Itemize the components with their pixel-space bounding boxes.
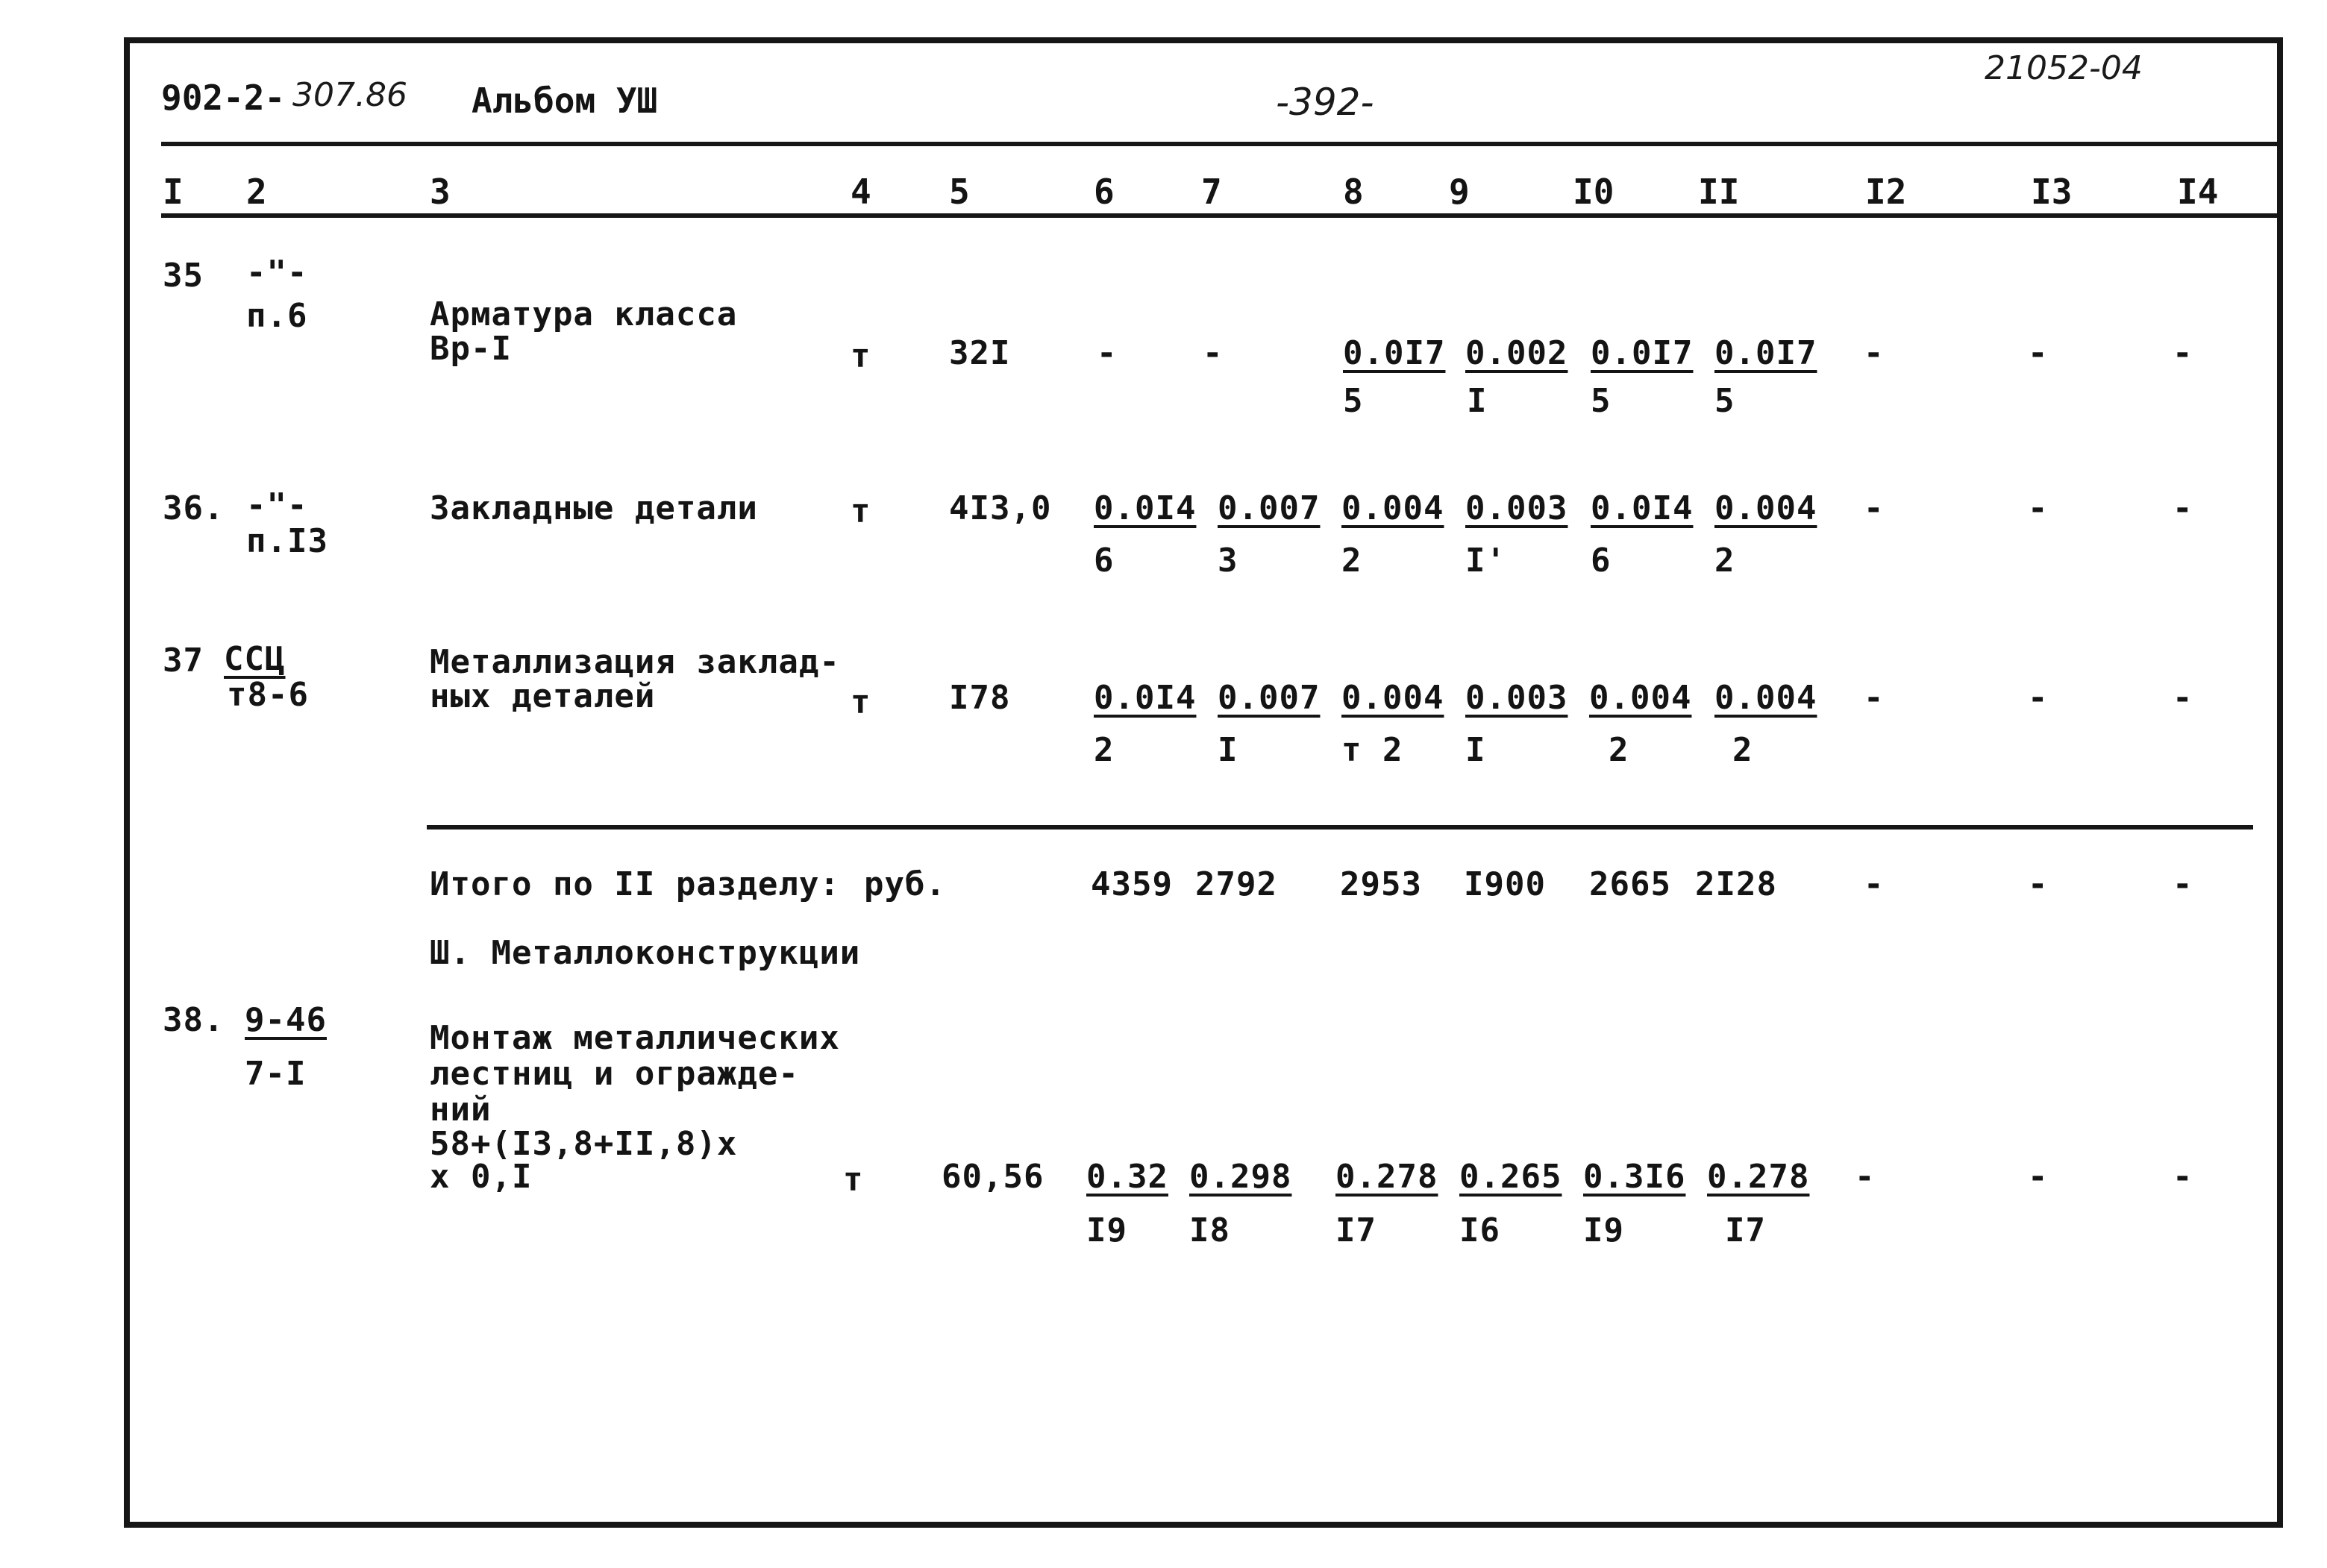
value-col10: 0.0I7 — [1591, 334, 1694, 372]
value-col10: 0.004 — [1589, 679, 1692, 717]
value-col14: - — [2173, 679, 2193, 717]
total-col13: - — [2028, 865, 2049, 903]
total-col14: - — [2173, 865, 2193, 903]
value-col8: 0.278 — [1335, 1158, 1438, 1196]
col-num-8: 8 — [1343, 172, 1364, 212]
value-col6: 0.32 — [1086, 1158, 1168, 1196]
value-col13: - — [2028, 679, 2049, 717]
value-col12: - — [1864, 334, 1885, 372]
value-col11: 0.004 — [1714, 679, 1817, 717]
item-name-line: ных деталей — [430, 677, 656, 715]
item-name-line: 58+(I3,8+II,8)х — [430, 1125, 738, 1163]
value-col13: - — [2028, 334, 2049, 372]
sub-col11: I7 — [1725, 1211, 1766, 1249]
value-col10: 0.0I4 — [1591, 489, 1694, 527]
total-label: Итого по II разделу: — [430, 865, 840, 903]
sub-col9: I' — [1465, 542, 1506, 580]
value-col6: - — [1097, 334, 1118, 372]
sub-col9: I — [1465, 731, 1486, 769]
unit: т — [851, 683, 871, 721]
value-col11: 0.004 — [1714, 489, 1817, 527]
sub-col10: 5 — [1591, 382, 1612, 420]
ref-line-2: п.I3 — [246, 522, 328, 560]
value-col7: - — [1203, 334, 1224, 372]
ref-line-1: -"- — [246, 254, 308, 292]
price: 4I3,0 — [949, 489, 1052, 527]
sub-col11: 2 — [1714, 542, 1735, 580]
row-number: 38. — [163, 1001, 225, 1039]
item-name-line: Арматура класса — [430, 295, 738, 333]
value-col14: - — [2173, 334, 2193, 372]
sub-col9: I6 — [1459, 1211, 1500, 1249]
price: 32I — [949, 334, 1011, 372]
value-col8: 0.004 — [1341, 489, 1444, 527]
sub-col7: I — [1218, 731, 1238, 769]
row-number: 35 — [163, 257, 204, 295]
value-col9: 0.003 — [1465, 679, 1568, 717]
value-col10: 0.3I6 — [1583, 1158, 1686, 1196]
section-title: Ш. Металлоконструкции — [430, 934, 861, 972]
sub-col6: I9 — [1086, 1211, 1127, 1249]
col-num-1: I — [163, 172, 184, 212]
col-num-9: 9 — [1449, 172, 1470, 212]
sub-col8: 2 — [1341, 542, 1362, 580]
column-header-rule — [161, 213, 2281, 218]
price: 60,56 — [942, 1158, 1045, 1196]
col-num-6: 6 — [1094, 172, 1115, 212]
col-num-7: 7 — [1201, 172, 1222, 212]
value-col14: - — [2173, 1158, 2193, 1196]
sub-col7: I8 — [1189, 1211, 1230, 1249]
total-col11: 2I28 — [1695, 865, 1777, 903]
item-name-line: х 0,I — [430, 1158, 533, 1196]
value-col6: 0.0I4 — [1094, 679, 1197, 717]
sub-col10: I9 — [1583, 1211, 1624, 1249]
total-col7: 2792 — [1195, 865, 1277, 903]
value-col7: 0.007 — [1218, 679, 1321, 717]
value-col9: 0.003 — [1465, 489, 1568, 527]
sub-col8: I7 — [1335, 1211, 1377, 1249]
col-num-2: 2 — [246, 172, 267, 212]
price: I78 — [949, 679, 1011, 717]
album-label: Альбом УШ — [472, 81, 658, 121]
page-number: -392- — [1276, 81, 1374, 124]
item-name-line: Монтаж металлических — [430, 1019, 840, 1057]
sub-col10: 6 — [1591, 542, 1612, 580]
ref-line-2: 7-I — [245, 1055, 307, 1093]
value-col12: - — [1864, 679, 1885, 717]
sub-col7: 3 — [1218, 542, 1238, 580]
doc-code: 902-2- — [161, 78, 286, 118]
value-col13: - — [2028, 489, 2049, 527]
sub-col8: т 2 — [1341, 731, 1403, 769]
section-rule — [427, 825, 2253, 830]
total-col8: 2953 — [1340, 865, 1422, 903]
value-col12: - — [1855, 1158, 1876, 1196]
sub-col9: I — [1467, 382, 1488, 420]
item-name-line: ний — [430, 1091, 492, 1129]
ref-line-1: 9-46 — [245, 1001, 327, 1039]
sub-col11: 5 — [1714, 382, 1735, 420]
sub-col6: 2 — [1094, 731, 1115, 769]
value-col12: - — [1864, 489, 1885, 527]
col-num-10: I0 — [1573, 172, 1615, 212]
total-col9: I900 — [1464, 865, 1546, 903]
sheet-frame — [124, 37, 2283, 1528]
ref-line-2: п.6 — [246, 297, 308, 335]
value-col8: 0.004 — [1341, 679, 1444, 717]
sub-col8: 5 — [1343, 382, 1364, 420]
total-col10: 2665 — [1589, 865, 1671, 903]
total-col12: - — [1864, 865, 1885, 903]
value-col6: 0.0I4 — [1094, 489, 1197, 527]
value-col11: 0.278 — [1707, 1158, 1810, 1196]
stamp-code: 21052-04 — [1985, 49, 2143, 87]
item-name-line: Вр-I — [430, 330, 512, 368]
header-rule — [161, 142, 2281, 146]
value-col11: 0.0I7 — [1714, 334, 1817, 372]
value-col8: 0.0I7 — [1343, 334, 1446, 372]
item-name-line: Закладные детали — [430, 489, 758, 527]
doc-code-handwritten: 307.86 — [292, 76, 407, 114]
value-col7: 0.298 — [1189, 1158, 1292, 1196]
item-name-line: Металлизация заклад- — [430, 643, 840, 681]
value-col14: - — [2173, 489, 2193, 527]
sub-col11: 2 — [1732, 731, 1753, 769]
total-unit: руб. — [864, 865, 946, 903]
col-num-12: I2 — [1865, 172, 1907, 212]
value-col9: 0.002 — [1465, 334, 1568, 372]
col-num-13: I3 — [2031, 172, 2073, 212]
sub-col6: 6 — [1094, 542, 1115, 580]
value-col13: - — [2028, 1158, 2049, 1196]
ref-line-2: т8-6 — [227, 676, 309, 714]
value-col9: 0.265 — [1459, 1158, 1562, 1196]
unit: т — [851, 337, 871, 375]
row-number: 36. — [163, 489, 225, 527]
col-num-5: 5 — [949, 172, 970, 212]
col-num-14: I4 — [2177, 172, 2219, 212]
row-number: 37 — [163, 642, 204, 680]
total-col6: 4359 — [1091, 865, 1173, 903]
ref-line-1: ССЦ — [224, 640, 286, 678]
unit: т — [851, 492, 871, 530]
col-num-4: 4 — [851, 172, 871, 212]
ref-line-1: -"- — [246, 486, 308, 524]
sub-col10: 2 — [1609, 731, 1629, 769]
unit: т — [843, 1161, 864, 1199]
item-name-line: лестниц и огражде- — [430, 1055, 799, 1093]
value-col7: 0.007 — [1218, 489, 1321, 527]
col-num-11: II — [1698, 172, 1740, 212]
col-num-3: 3 — [430, 172, 451, 212]
